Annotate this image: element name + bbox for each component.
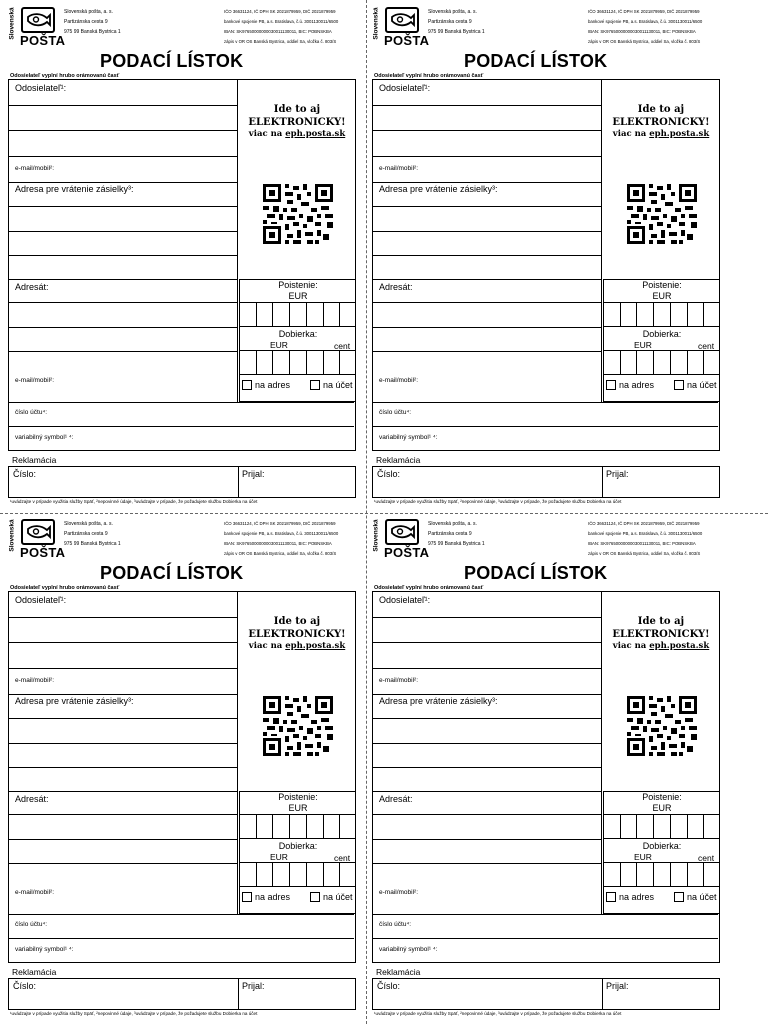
logo-vertical-text: Slovenská xyxy=(8,7,16,40)
registration-court: zápis v OR OS Banská Bystrica, oddiel Sa, vložka č. 803/S xyxy=(224,551,337,556)
cod-cent-label: cent xyxy=(698,853,715,863)
promo-url-link[interactable]: eph.posta.sk xyxy=(649,129,710,139)
slip-top-left xyxy=(4,3,356,503)
promo-url-link[interactable]: eph.posta.sk xyxy=(285,129,346,139)
to-address-checkbox[interactable] xyxy=(242,892,290,902)
registration-ids: IČO 36631124, IČ DPH SK 2021879959, DIČ 2021879959 xyxy=(588,521,700,526)
footnote: ¹uvádzajte v prípade využitia služby Späť, ²nepovinné údaje, ³uvádzajte v prípade, že požadujete službu Dobierka na účet xyxy=(374,499,622,504)
account-number-field[interactable] xyxy=(373,938,718,939)
registration-iban: IBAN: SK97650000000030011130011, BIC: POBNSKBA xyxy=(588,541,696,546)
to-account-label: na účet xyxy=(687,380,717,390)
insurance-cod-box xyxy=(603,791,719,914)
insurance-label: Poistenie: xyxy=(642,280,682,290)
posta-logo xyxy=(8,518,66,560)
logo-vertical-text: Slovenská xyxy=(8,519,16,552)
checkbox-icon[interactable] xyxy=(606,892,616,902)
form-frame xyxy=(8,79,356,451)
insurance-amount-cells[interactable] xyxy=(604,814,720,839)
address-section xyxy=(9,592,238,914)
slip-bottom-left xyxy=(4,515,356,1015)
sender-line[interactable] xyxy=(9,156,238,157)
cod-currency: EUR xyxy=(634,340,652,350)
complaint-heading: Reklamácia xyxy=(12,967,57,977)
to-account-checkbox[interactable] xyxy=(310,892,356,902)
addressee-line[interactable] xyxy=(9,814,238,815)
qr-code-icon[interactable] xyxy=(627,696,697,756)
company-registration xyxy=(224,7,338,47)
registration-bank: bankové spojenie PB, a.s. Bratislava, č.ú. 3001130011/6500 xyxy=(588,531,703,536)
sender-line[interactable] xyxy=(373,156,602,157)
addressee-line[interactable] xyxy=(9,327,238,328)
complaint-heading: Reklamácia xyxy=(376,967,421,977)
company-address xyxy=(428,519,485,549)
promo-prefix: viac na xyxy=(612,129,647,139)
company-city: 975 99 Banská Bystrica 1 xyxy=(64,29,121,35)
promo-line-3 xyxy=(239,129,355,139)
registration-iban: IBAN: SK97650000000030011130011, BIC: POBNSKBA xyxy=(224,541,332,546)
account-number-label: číslo účtu⁴: xyxy=(379,921,412,928)
cod-amount-cells[interactable] xyxy=(604,862,720,887)
checkbox-icon[interactable] xyxy=(242,380,252,390)
addressee-label: Adresát: xyxy=(379,282,413,292)
promo-line-2: ELEKTRONICKY! xyxy=(248,117,346,128)
sender-email-label: e-mail/mobil²: xyxy=(15,677,55,684)
sender-email-label: e-mail/mobil²: xyxy=(379,677,419,684)
to-address-checkbox[interactable] xyxy=(606,380,654,390)
received-by-label: Prijal: xyxy=(606,981,629,991)
insurance-cod-box xyxy=(239,279,355,402)
complaint-divider xyxy=(238,467,239,497)
return-address-line[interactable] xyxy=(373,255,602,256)
checkbox-icon[interactable] xyxy=(674,892,684,902)
insurance-currency: EUR xyxy=(288,803,308,813)
cod-label: Dobierka: xyxy=(278,841,318,851)
return-address-label: Adresa pre vrátenie zásielky³: xyxy=(15,696,134,706)
addressee-line[interactable] xyxy=(373,814,602,815)
to-address-checkbox[interactable] xyxy=(242,380,290,390)
company-address xyxy=(428,7,485,37)
slip-top-right xyxy=(368,3,720,503)
received-by-label: Prijal: xyxy=(606,469,629,479)
complaint-number-label: Číslo: xyxy=(377,469,401,479)
slip-title: PODACÍ LÍSTOK xyxy=(464,563,608,583)
cod-cent-label: cent xyxy=(334,341,351,351)
registration-court: zápis v OR OS Banská Bystrica, oddiel Sa, vložka č. 803/S xyxy=(588,551,701,556)
complaint-box xyxy=(8,978,356,1010)
insurance-amount-cells[interactable] xyxy=(604,302,720,327)
addressee-line[interactable] xyxy=(373,863,602,864)
sender-line[interactable] xyxy=(373,668,602,669)
insurance-cod-box xyxy=(603,279,719,402)
registration-court: zápis v OR OS Banská Bystrica, oddiel Sa, vložka č. 803/S xyxy=(588,39,701,44)
return-address-line[interactable] xyxy=(9,206,238,207)
promo-line-1: Ide to aj xyxy=(273,616,321,627)
registration-ids: IČO 36631124, IČ DPH SK 2021879959, DIČ 2021879959 xyxy=(588,9,700,14)
company-street: Partizánska cesta 9 xyxy=(428,19,472,25)
cod-cent-label: cent xyxy=(334,853,351,863)
sender-line[interactable] xyxy=(9,642,238,643)
qr-code-icon[interactable] xyxy=(263,184,333,244)
cod-label: Dobierka: xyxy=(278,329,318,339)
complaint-number-label: Číslo: xyxy=(377,981,401,991)
account-number-field[interactable] xyxy=(9,426,354,427)
return-address-line[interactable] xyxy=(9,718,238,719)
section-divider xyxy=(373,279,602,280)
slip-title: PODACÍ LÍSTOK xyxy=(464,51,608,71)
posta-logo xyxy=(372,6,430,48)
slip-bottom-right xyxy=(368,515,720,1015)
promo-line-1: Ide to aj xyxy=(637,616,685,627)
electronic-promo xyxy=(239,80,355,279)
logo-vertical-text: Slovenská xyxy=(372,519,380,552)
section-divider xyxy=(9,914,354,915)
addressee-line[interactable] xyxy=(373,302,602,303)
company-name: Slovenská pošta, a. s. xyxy=(428,521,477,527)
to-account-checkbox[interactable] xyxy=(310,380,356,390)
vertical-cut-line xyxy=(366,0,367,1024)
section-divider xyxy=(9,694,238,695)
addressee-line[interactable] xyxy=(9,839,238,840)
promo-url-link[interactable]: eph.posta.sk xyxy=(649,641,710,651)
complaint-box xyxy=(8,466,356,498)
registration-court: zápis v OR OS Banská Bystrica, oddiel Sa, vložka č. 803/S xyxy=(224,39,337,44)
registration-bank: bankové spojenie PB, a.s. Bratislava, č.ú. 3001130011/6500 xyxy=(224,19,339,24)
complaint-number-label: Číslo: xyxy=(13,981,37,991)
promo-url-link[interactable]: eph.posta.sk xyxy=(285,641,346,651)
sender-line[interactable] xyxy=(9,130,238,131)
complaint-divider xyxy=(602,467,603,497)
return-address-line[interactable] xyxy=(373,767,602,768)
received-by-label: Prijal: xyxy=(242,469,265,479)
section-divider xyxy=(373,791,602,792)
sender-label: Odosielateľ¹: xyxy=(15,83,67,93)
fill-hint: Odosielateľ vyplní hrubo orámovanú časť xyxy=(10,585,120,591)
variable-symbol-label: variabilný symbol¹ ⁴: xyxy=(379,434,438,441)
account-number-label: číslo účtu⁴: xyxy=(15,409,48,416)
to-address-checkbox[interactable] xyxy=(606,892,654,902)
return-address-line[interactable] xyxy=(9,767,238,768)
complaint-divider xyxy=(602,979,603,1009)
logo-posta-text: POŠTA xyxy=(384,545,430,560)
sender-line[interactable] xyxy=(373,617,602,618)
variable-symbol-label: variabilný symbol¹ ⁴: xyxy=(379,946,438,953)
to-account-checkbox[interactable] xyxy=(674,380,720,390)
logo-posta-text: POŠTA xyxy=(20,33,66,48)
promo-line-2: ELEKTRONICKY! xyxy=(612,117,710,128)
sender-line[interactable] xyxy=(373,105,602,106)
addressee-label: Adresát: xyxy=(15,794,49,804)
insurance-cod-box xyxy=(239,791,355,914)
section-divider xyxy=(373,182,602,183)
addressee-line[interactable] xyxy=(373,351,602,352)
complaint-number-label: Číslo: xyxy=(13,469,37,479)
fill-hint: Odosielateľ vyplní hrubo orámovanú časť xyxy=(374,585,484,591)
address-section xyxy=(9,80,238,402)
to-address-label: na adres xyxy=(255,892,291,902)
complaint-box xyxy=(372,466,720,498)
slip-title: PODACÍ LÍSTOK xyxy=(100,563,244,583)
complaint-box xyxy=(372,978,720,1010)
insurance-amount-cells[interactable] xyxy=(240,302,356,327)
fill-hint: Odosielateľ vyplní hrubo orámovanú časť xyxy=(10,73,120,79)
to-account-label: na účet xyxy=(323,380,353,390)
return-address-line[interactable] xyxy=(9,743,238,744)
sender-label: Odosielateľ¹: xyxy=(15,595,67,605)
form-frame xyxy=(8,591,356,963)
posthorn-icon xyxy=(385,7,419,33)
promo-line-1: Ide to aj xyxy=(637,104,685,115)
registration-bank: bankové spojenie PB, a.s. Bratislava, č.ú. 3001130011/6500 xyxy=(224,531,339,536)
received-by-label: Prijal: xyxy=(242,981,265,991)
registration-bank: bankové spojenie PB, a.s. Bratislava, č.ú. 3001130011/6500 xyxy=(588,19,703,24)
company-name: Slovenská pošta, a. s. xyxy=(64,9,113,15)
promo-line-1: Ide to aj xyxy=(273,104,321,115)
registration-iban: IBAN: SK97650000000030011130011, BIC: POBNSKBA xyxy=(224,29,332,34)
insurance-label: Poistenie: xyxy=(642,792,682,802)
company-street: Partizánska cesta 9 xyxy=(64,19,108,25)
company-registration xyxy=(224,519,338,559)
company-address xyxy=(64,519,121,549)
company-city: 975 99 Banská Bystrica 1 xyxy=(64,541,121,547)
promo-line-2: ELEKTRONICKY! xyxy=(612,629,710,640)
addressee-label: Adresát: xyxy=(379,794,413,804)
complaint-heading: Reklamácia xyxy=(376,455,421,465)
cod-amount-cells[interactable] xyxy=(240,350,356,375)
return-address-line[interactable] xyxy=(373,743,602,744)
electronic-promo xyxy=(603,80,719,279)
company-city: 975 99 Banská Bystrica 1 xyxy=(428,541,485,547)
horizontal-cut-line xyxy=(0,513,768,514)
checkbox-icon[interactable] xyxy=(310,892,320,902)
cod-currency: EUR xyxy=(634,852,652,862)
addressee-line[interactable] xyxy=(9,302,238,303)
fill-hint: Odosielateľ vyplní hrubo orámovanú časť xyxy=(374,73,484,79)
sender-label: Odosielateľ¹: xyxy=(379,83,431,93)
section-divider xyxy=(9,402,354,403)
address-section xyxy=(373,592,602,914)
addressee-line[interactable] xyxy=(373,327,602,328)
registration-ids: IČO 36631124, IČ DPH SK 2021879959, DIČ 2021879959 xyxy=(224,521,336,526)
company-street: Partizánska cesta 9 xyxy=(428,531,472,537)
section-divider xyxy=(373,914,718,915)
to-account-checkbox[interactable] xyxy=(674,892,720,902)
promo-prefix: viac na xyxy=(612,641,647,651)
addressee-email-label: e-mail/mobil²: xyxy=(15,889,55,896)
return-address-label: Adresa pre vrátenie zásielky³: xyxy=(379,696,498,706)
slip-title: PODACÍ LÍSTOK xyxy=(100,51,244,71)
to-account-label: na účet xyxy=(687,892,717,902)
section-divider xyxy=(9,791,238,792)
addressee-email-label: e-mail/mobil²: xyxy=(379,889,419,896)
return-address-line[interactable] xyxy=(373,718,602,719)
form-frame xyxy=(372,79,720,451)
checkbox-icon[interactable] xyxy=(606,380,616,390)
cod-cent-label: cent xyxy=(698,341,715,351)
cod-currency: EUR xyxy=(270,852,288,862)
cod-amount-cells[interactable] xyxy=(240,862,356,887)
section-divider xyxy=(9,279,238,280)
insurance-currency: EUR xyxy=(652,291,672,301)
checkbox-icon[interactable] xyxy=(310,380,320,390)
complaint-divider xyxy=(238,979,239,1009)
sender-email-label: e-mail/mobil²: xyxy=(15,165,55,172)
account-number-label: číslo účtu⁴: xyxy=(379,409,412,416)
variable-symbol-label: variabilný symbol¹ ⁴: xyxy=(15,946,74,953)
insurance-label: Poistenie: xyxy=(278,280,318,290)
company-address xyxy=(64,7,121,37)
return-address-label: Adresa pre vrátenie zásielky³: xyxy=(15,184,134,194)
return-address-line[interactable] xyxy=(9,255,238,256)
qr-code-icon[interactable] xyxy=(263,696,333,756)
sender-line[interactable] xyxy=(9,105,238,106)
section-divider xyxy=(373,694,602,695)
footnote: ¹uvádzajte v prípade využitia služby Späť, ²nepovinné údaje, ³uvádzajte v prípade, že požadujete službu Dobierka na účet xyxy=(10,499,258,504)
variable-symbol-label: variabilný symbol¹ ⁴: xyxy=(15,434,74,441)
posta-logo xyxy=(372,518,430,560)
company-registration xyxy=(588,7,702,47)
return-address-line[interactable] xyxy=(9,231,238,232)
company-street: Partizánska cesta 9 xyxy=(64,531,108,537)
promo-line-3 xyxy=(603,641,719,651)
checkbox-icon[interactable] xyxy=(674,380,684,390)
addressee-line[interactable] xyxy=(373,839,602,840)
addressee-line[interactable] xyxy=(9,351,238,352)
cod-currency: EUR xyxy=(270,340,288,350)
complaint-heading: Reklamácia xyxy=(12,455,57,465)
checkbox-icon[interactable] xyxy=(242,892,252,902)
company-name: Slovenská pošta, a. s. xyxy=(428,9,477,15)
addressee-email-label: e-mail/mobil²: xyxy=(379,377,419,384)
insurance-currency: EUR xyxy=(652,803,672,813)
section-divider xyxy=(373,402,718,403)
posta-logo xyxy=(8,6,66,48)
return-address-line[interactable] xyxy=(373,206,602,207)
qr-code-icon[interactable] xyxy=(627,184,697,244)
to-address-label: na adres xyxy=(619,380,655,390)
company-name: Slovenská pošta, a. s. xyxy=(64,521,113,527)
account-number-label: číslo účtu⁴: xyxy=(15,921,48,928)
promo-line-2: ELEKTRONICKY! xyxy=(248,629,346,640)
promo-line-3 xyxy=(603,129,719,139)
cod-label: Dobierka: xyxy=(642,329,682,339)
promo-prefix: viac na xyxy=(248,641,283,651)
footnote: ¹uvádzajte v prípade využitia služby Späť, ²nepovinné údaje, ³uvádzajte v prípade, že požadujete službu Dobierka na účet xyxy=(10,1011,258,1016)
to-address-label: na adres xyxy=(255,380,291,390)
sender-line[interactable] xyxy=(373,642,602,643)
insurance-currency: EUR xyxy=(288,291,308,301)
return-address-label: Adresa pre vrátenie zásielky³: xyxy=(379,184,498,194)
posthorn-icon xyxy=(21,519,55,545)
addressee-line[interactable] xyxy=(9,863,238,864)
sender-line[interactable] xyxy=(9,668,238,669)
addressee-label: Adresát: xyxy=(15,282,49,292)
sender-email-label: e-mail/mobil²: xyxy=(379,165,419,172)
registration-iban: IBAN: SK97650000000030011130011, BIC: POBNSKBA xyxy=(588,29,696,34)
logo-posta-text: POŠTA xyxy=(20,545,66,560)
electronic-promo xyxy=(239,592,355,791)
return-address-line[interactable] xyxy=(373,231,602,232)
promo-line-3 xyxy=(239,641,355,651)
company-city: 975 99 Banská Bystrica 1 xyxy=(428,29,485,35)
insurance-label: Poistenie: xyxy=(278,792,318,802)
to-account-label: na účet xyxy=(323,892,353,902)
company-registration xyxy=(588,519,702,559)
sender-label: Odosielateľ¹: xyxy=(379,595,431,605)
logo-vertical-text: Slovenská xyxy=(372,7,380,40)
footnote: ¹uvádzajte v prípade využitia služby Späť, ²nepovinné údaje, ³uvádzajte v prípade, že požadujete službu Dobierka na účet xyxy=(374,1011,622,1016)
sender-line[interactable] xyxy=(9,617,238,618)
account-number-field[interactable] xyxy=(373,426,718,427)
cod-amount-cells[interactable] xyxy=(604,350,720,375)
to-address-label: na adres xyxy=(619,892,655,902)
addressee-email-label: e-mail/mobil²: xyxy=(15,377,55,384)
cod-label: Dobierka: xyxy=(642,841,682,851)
sender-line[interactable] xyxy=(373,130,602,131)
form-frame xyxy=(372,591,720,963)
insurance-amount-cells[interactable] xyxy=(240,814,356,839)
posthorn-icon xyxy=(21,7,55,33)
promo-prefix: viac na xyxy=(248,129,283,139)
address-section xyxy=(373,80,602,402)
section-divider xyxy=(9,182,238,183)
account-number-field[interactable] xyxy=(9,938,354,939)
logo-posta-text: POŠTA xyxy=(384,33,430,48)
electronic-promo xyxy=(603,592,719,791)
posthorn-icon xyxy=(385,519,419,545)
registration-ids: IČO 36631124, IČ DPH SK 2021879959, DIČ 2021879959 xyxy=(224,9,336,14)
